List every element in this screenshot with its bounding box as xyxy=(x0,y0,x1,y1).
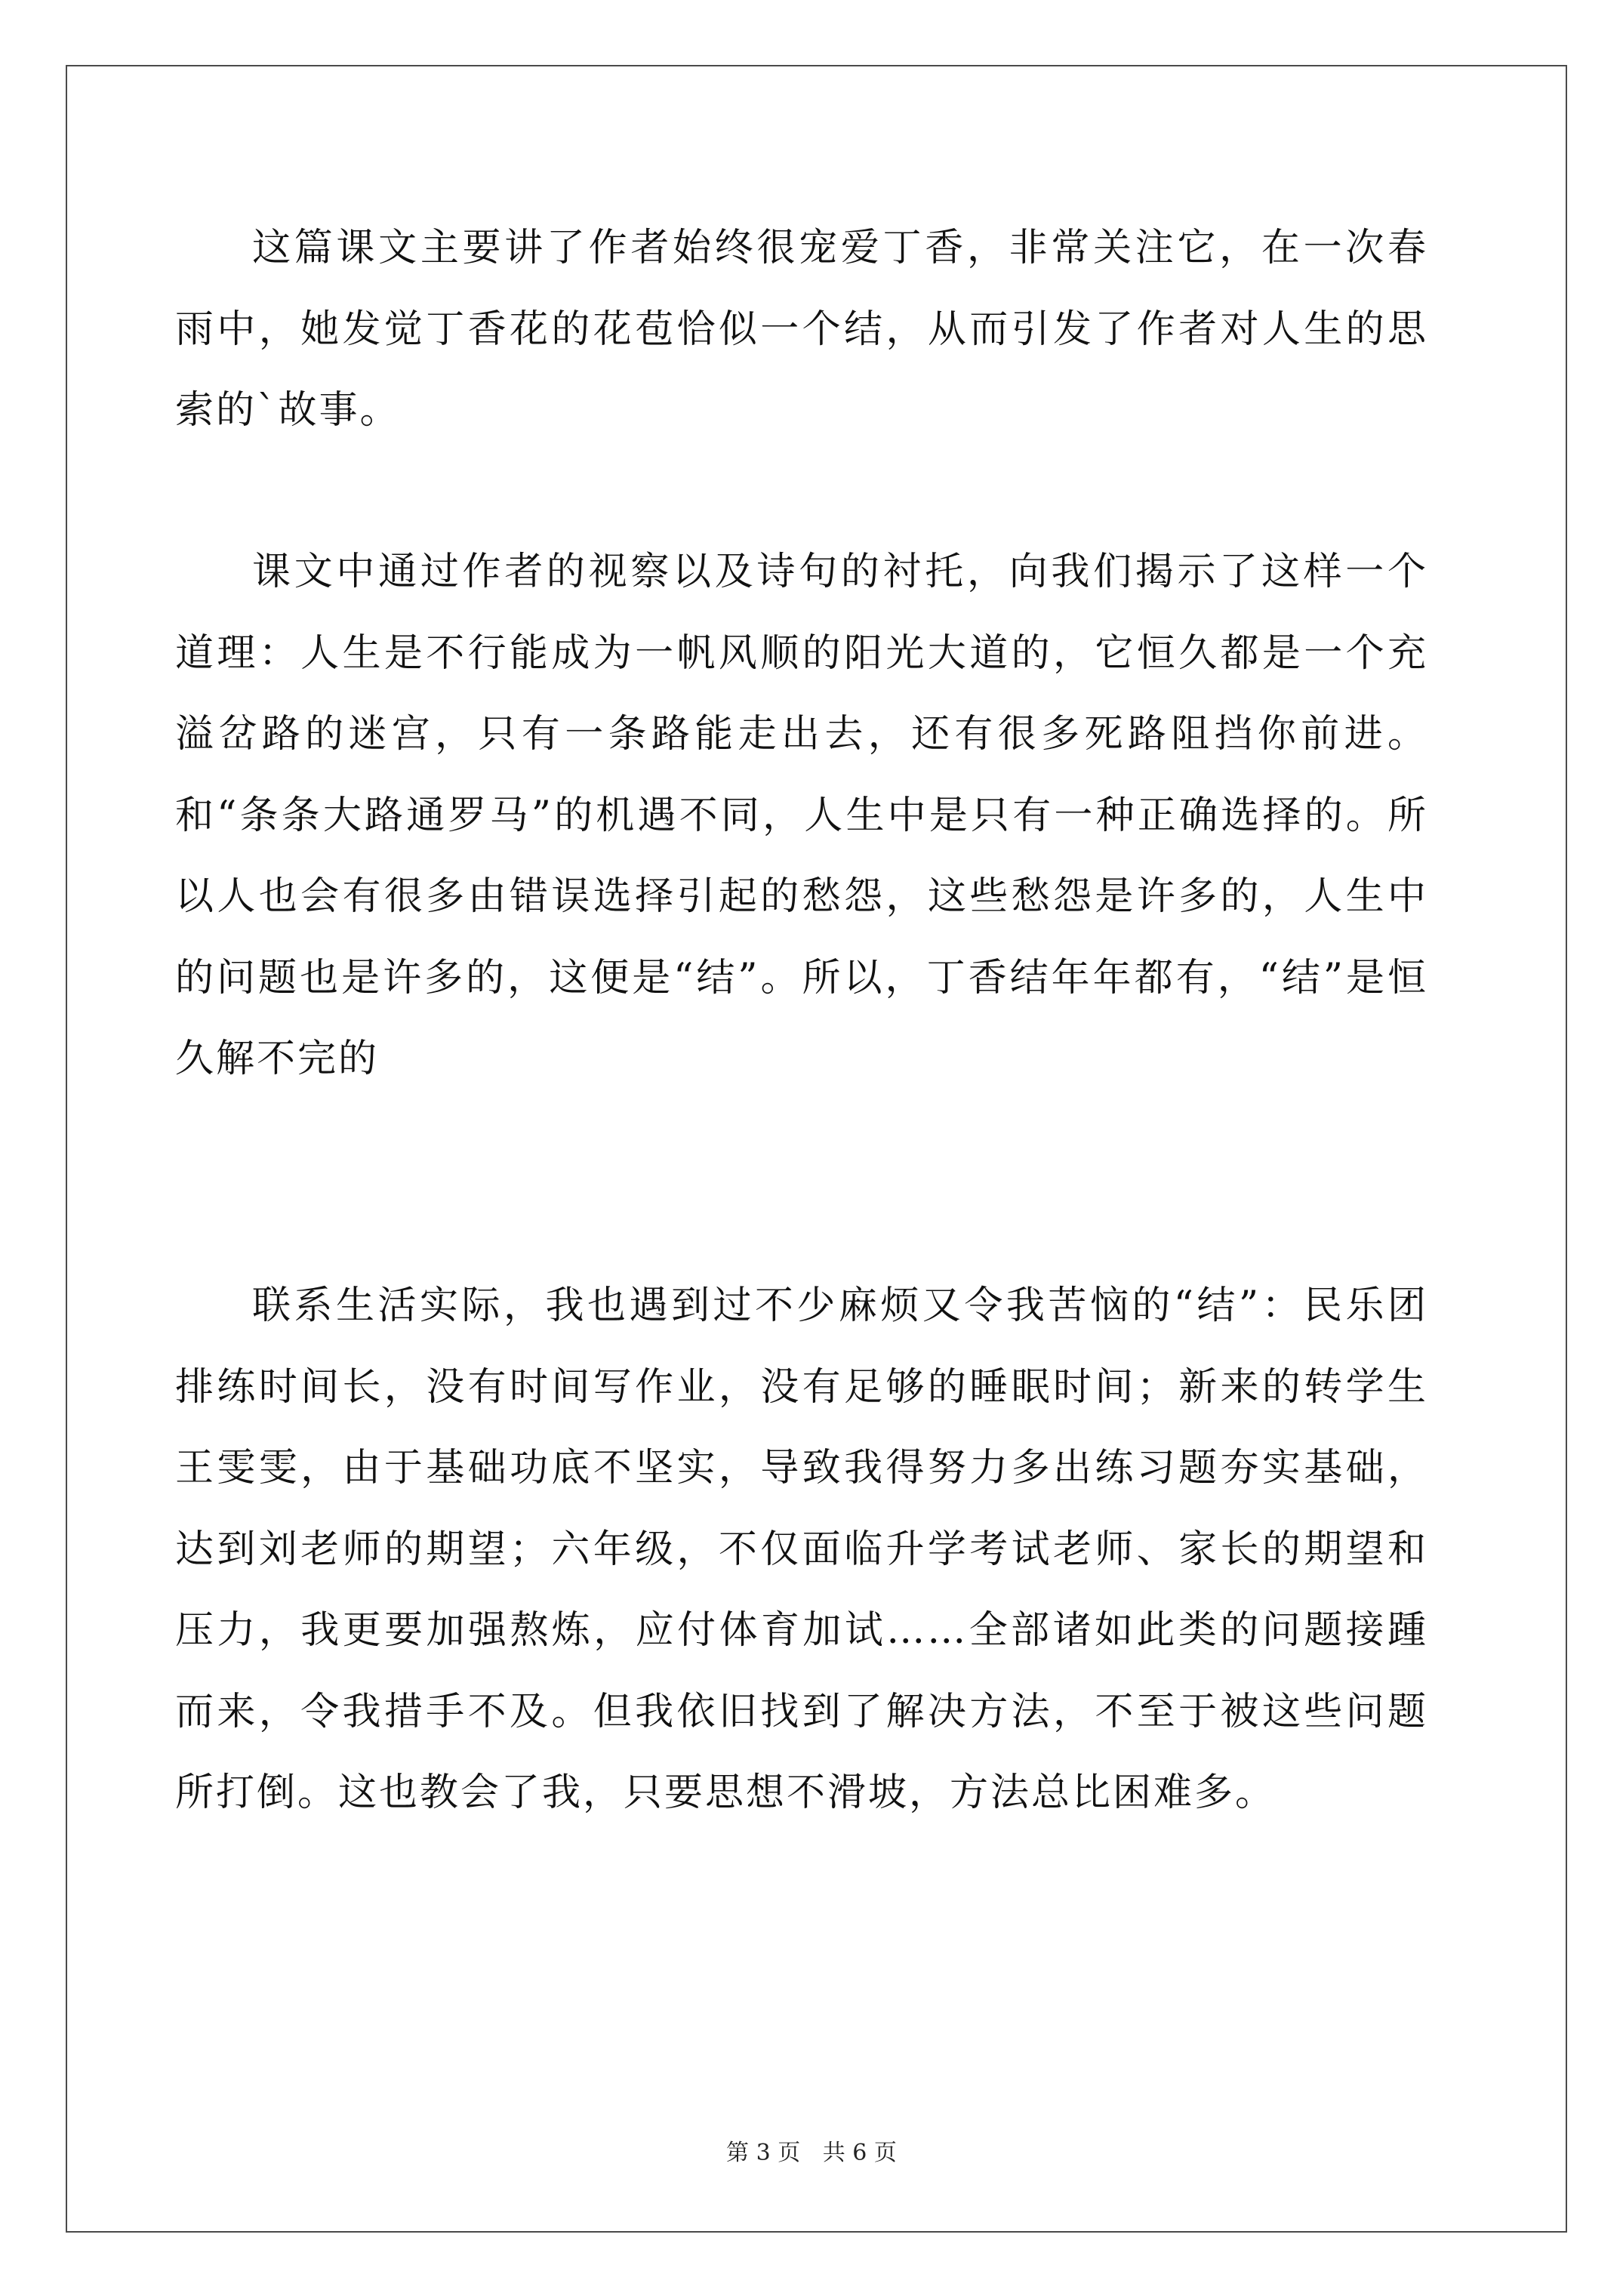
paragraph: 联系生活实际，我也遇到过不少麻烦又令我苦恼的“结”：民乐团排练时间长，没有时间写作业，没有足够的睡眠时间；新来的转学生王雯雯，由于基础功底不坚实，导致我得努力多出练习题夯实基础，达到刘老师的期望；六年级，不仅面临升学考试老师、家长的期望和压力，我更要加强熬炼，应付体育加试……全部诸如此类的问题接踵而来，令我措手不及。但我依旧找到了解决方法，不至于被这些问题所打倒。这也教会了我，只要思想不滑坡，方法总比困难多。 xyxy=(175,1284,1428,1815)
page-footer xyxy=(0,2134,1623,2167)
paragraph: 这篇课文主要讲了作者始终很宠爱丁香，非常关注它，在一次春雨中，她发觉丁香花的花苞恰似一个结，从而引发了作者对人生的思索的`故事。 xyxy=(175,226,1428,433)
page-number: 第 3 页 xyxy=(726,2140,801,2166)
page-total: 共 6 页 xyxy=(822,2140,897,2166)
paragraph: 课文中通过作者的视察以及诗句的衬托，向我们揭示了这样一个道理：人生是不行能成为一帆风顺的阳光大道的，它恒久都是一个充溢岔路的迷宫，只有一条路能走出去，还有很多死路阻挡你前进。和“条条大路通罗马”的机遇不同，人生中是只有一种正确选择的。所以人也会有很多由错误选择引起的愁怨，这些愁怨是许多的，人生中的问题也是许多的，这便是“结”。所以，丁香结年年都有，“结”是恒久解不完的 xyxy=(175,550,1428,1081)
